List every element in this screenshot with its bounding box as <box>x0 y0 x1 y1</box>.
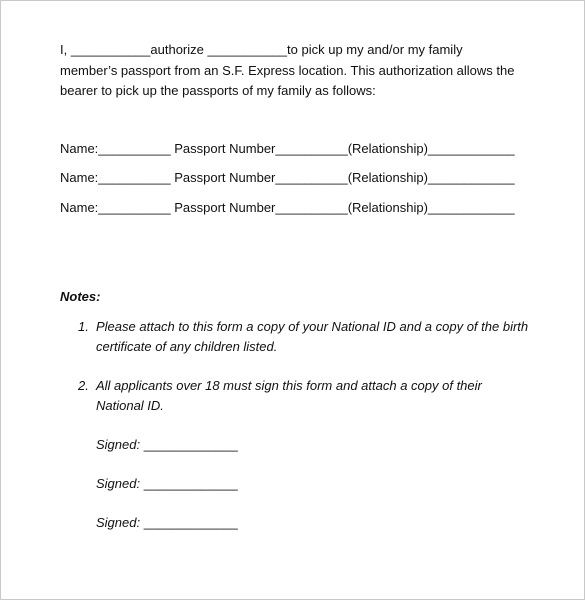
passport-number-blank: __________ <box>275 170 348 185</box>
relationship-label: (Relationship) <box>347 141 428 156</box>
intro-prefix: I, <box>60 42 68 57</box>
signature-line <box>96 476 238 492</box>
relationship-label: (Relationship) <box>347 170 428 185</box>
relationship-blank: ____________ <box>427 141 515 156</box>
note-text-line: certificate of any children listed. <box>96 339 278 354</box>
relationship-blank: ____________ <box>427 170 515 185</box>
authorizer-name-blank: ___________ <box>70 42 151 57</box>
bearer-name-blank: ___________ <box>207 42 288 57</box>
signed-label: Signed: <box>96 476 141 491</box>
note-number: 1. <box>78 319 89 334</box>
signature-line <box>96 437 238 453</box>
family-row <box>60 141 515 157</box>
passport-number-blank: __________ <box>275 141 348 156</box>
signature-blank: _____________ <box>143 437 238 452</box>
relationship-blank: ____________ <box>427 200 515 215</box>
note-number: 2. <box>78 378 89 393</box>
intro-line-1 <box>60 42 463 58</box>
name-label: Name: <box>60 170 99 185</box>
name-blank: __________ <box>98 170 171 185</box>
family-row <box>60 170 515 186</box>
passport-number-label: Passport Number <box>174 200 276 215</box>
signature-line <box>96 515 238 531</box>
passport-number-label: Passport Number <box>174 141 276 156</box>
name-label: Name: <box>60 141 99 156</box>
notes-heading: Notes: <box>60 289 101 304</box>
signed-label: Signed: <box>96 437 141 452</box>
name-blank: __________ <box>98 141 171 156</box>
note-text-line: Please attach to this form a copy of your National ID and a copy of the birth <box>96 319 529 334</box>
name-label: Name: <box>60 200 99 215</box>
signature-blank: _____________ <box>143 515 238 530</box>
signature-blank: _____________ <box>143 476 238 491</box>
family-row <box>60 200 515 216</box>
note-text-line: National ID. <box>96 398 164 413</box>
intro-line-3: bearer to pick up the passports of my family as follows: <box>60 83 376 98</box>
intro-line-1-suffix: to pick up my and/or my family <box>287 42 463 57</box>
name-blank: __________ <box>98 200 171 215</box>
passport-number-label: Passport Number <box>174 170 276 185</box>
relationship-label: (Relationship) <box>347 200 428 215</box>
passport-number-blank: __________ <box>275 200 348 215</box>
note-text-line: All applicants over 18 must sign this form and attach a copy of their <box>96 378 482 393</box>
intro-line-2: member’s passport from an S.F. Express location. This authorization allows the <box>60 63 515 78</box>
signed-label: Signed: <box>96 515 141 530</box>
intro-authorize-word: authorize <box>150 42 204 57</box>
